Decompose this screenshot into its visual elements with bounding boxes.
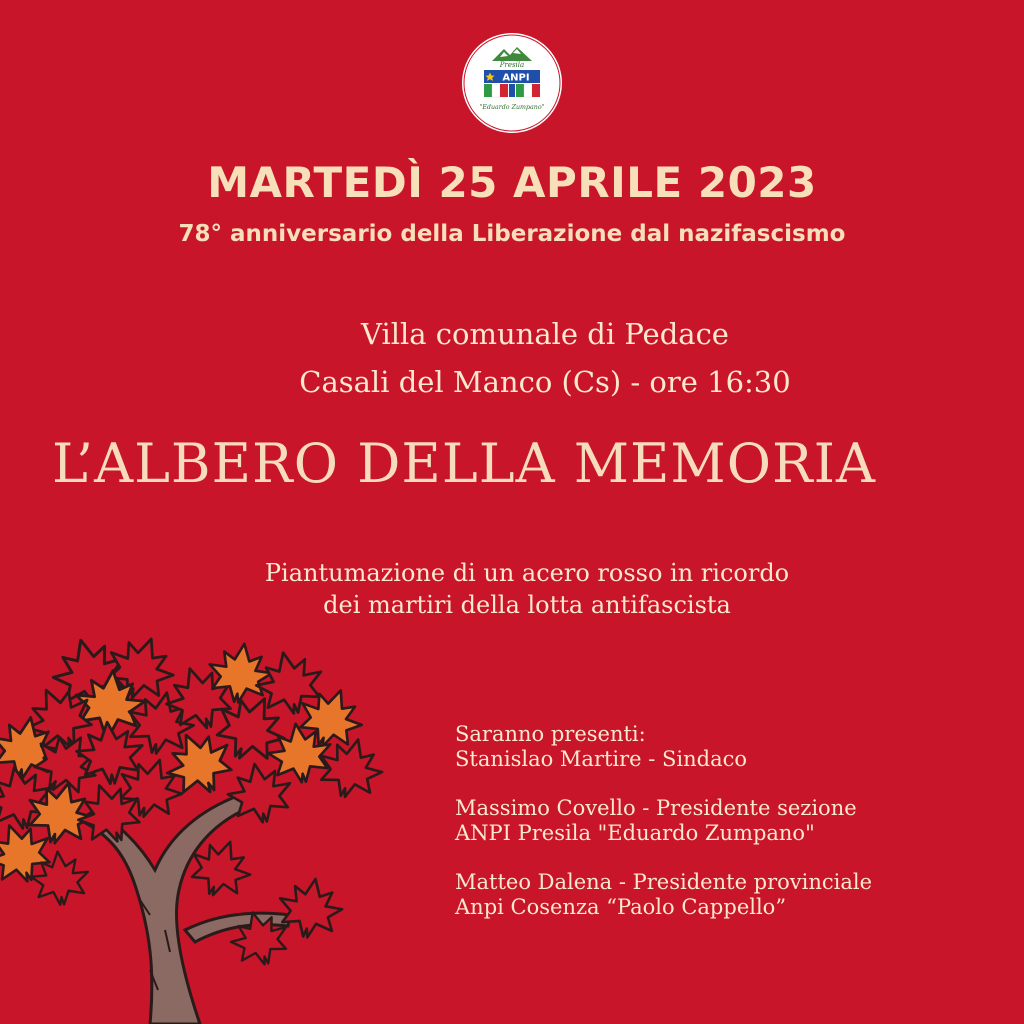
guest-2: Massimo Covello - Presidente sezione ANPI Presila "Eduardo Zumpano": [455, 796, 857, 845]
guest-3: Matteo Dalena - Presidente provinciale Anpi Cosenza “Paolo Cappello”: [455, 870, 873, 919]
logo-bottom-text: "Eduardo Zumpano": [479, 104, 545, 111]
anpi-logo-emblem: [462, 33, 562, 133]
description-line-2: dei martiri della lotta antifascista: [323, 591, 731, 619]
guest-1: Stanislao Martire - Sindaco: [455, 747, 748, 771]
description: [0, 557, 1024, 621]
logo-name: ANPI: [502, 72, 530, 84]
description-line-1: Piantumazione di un acero rosso in ricordo: [264, 559, 790, 587]
logo-top-text: Presila: [499, 61, 525, 69]
guests-intro: Saranno presenti:: [455, 722, 646, 746]
guest-list: [455, 722, 895, 944]
maple-tree-illustration: [0, 630, 400, 1024]
venue-line-2: Casali del Manco (Cs) - ore 16:30: [299, 365, 791, 399]
event-subtitle: 78° anniversario della Liberazione dal nazifascismo: [178, 221, 846, 247]
venue-line-1: Villa comunale di Pedace: [361, 317, 729, 351]
event-venue: [0, 310, 1024, 406]
event-date: MARTEDÌ 25 APRILE 2023: [207, 158, 817, 207]
anpi-logo: [462, 33, 562, 133]
headline: L’ALBERO DELLA MEMORIA: [52, 432, 876, 495]
tree-leaves: [0, 630, 389, 971]
